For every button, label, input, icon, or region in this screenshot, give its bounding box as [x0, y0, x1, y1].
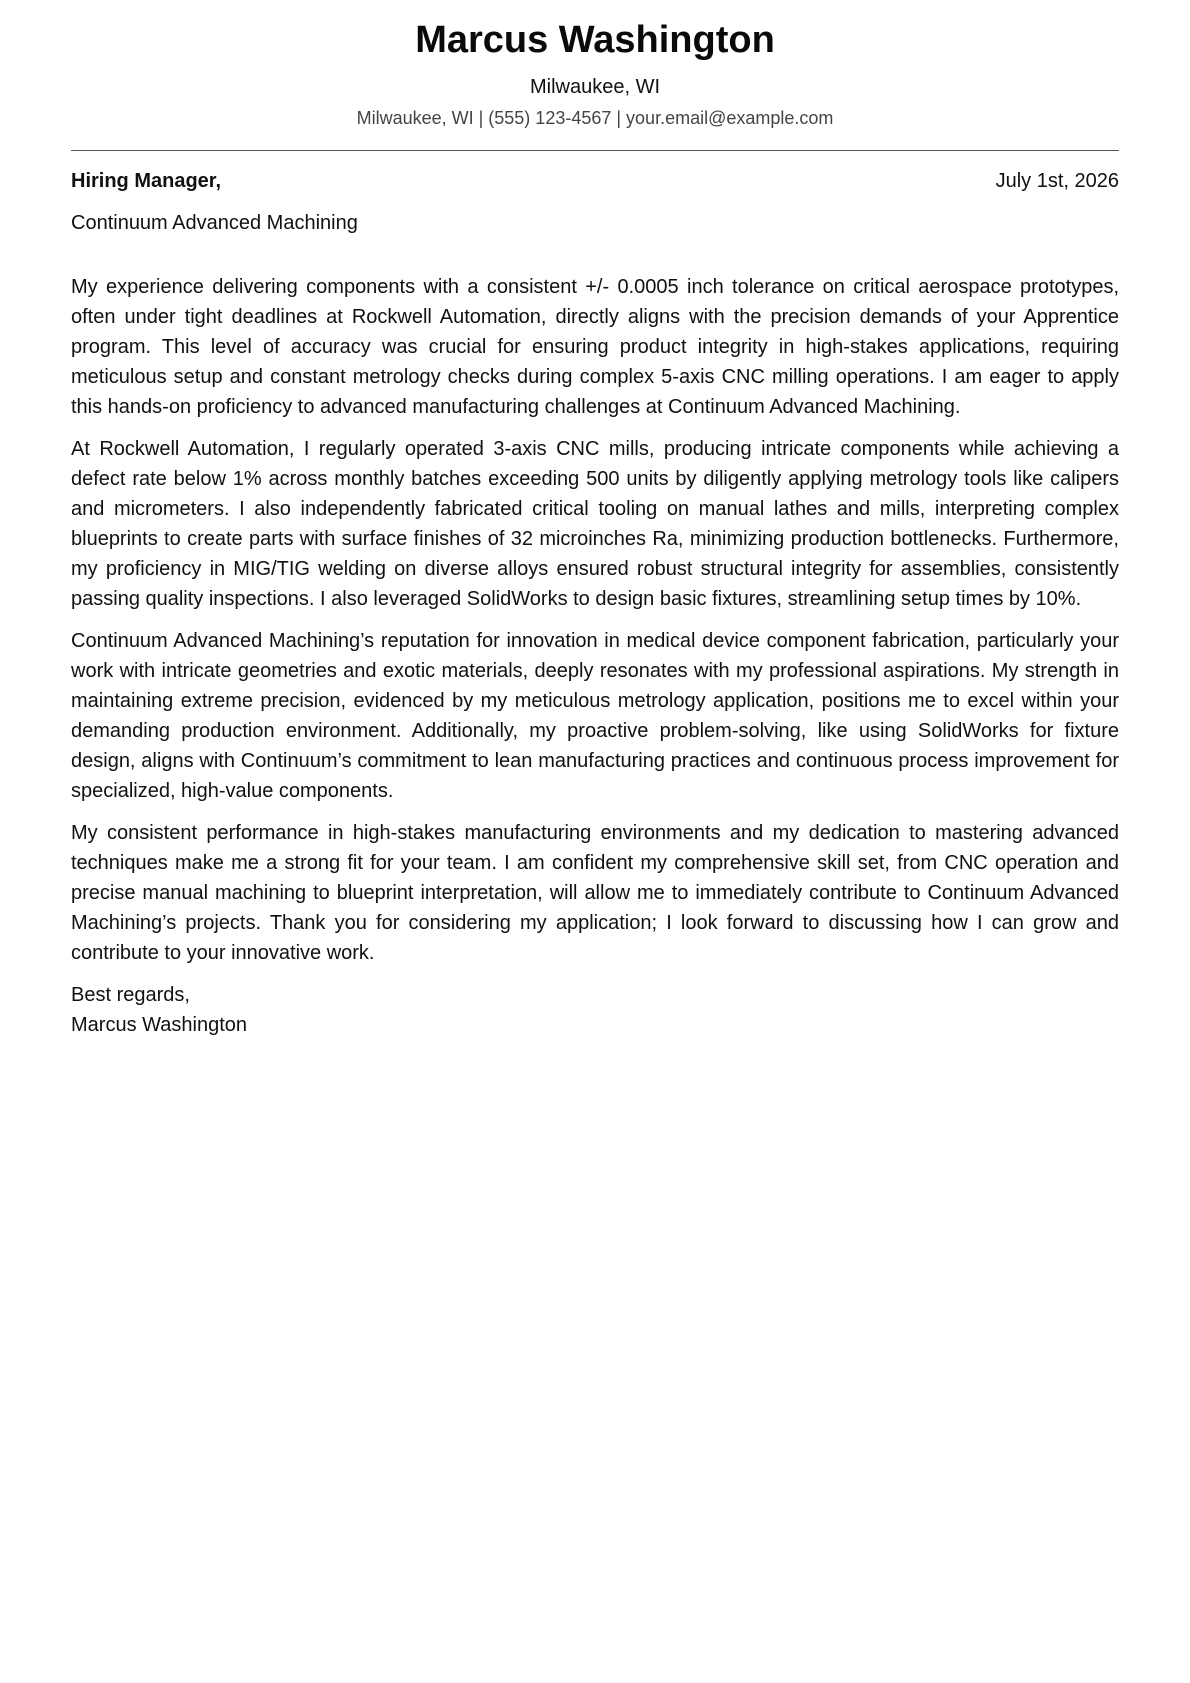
body-paragraph-4: My consistent performance in high-stakes manufacturing environments and my dedication to mastering advanced techniques make me a strong fit for your team. I am confident my comprehensive skill set, from CNC operation and precise manual machining to blueprint interpretation, will allow me to immediately contribute to Continuum Advanced Machining’s projects. Thank you for considering my application; I look forward to discussing how I can grow and contribute to your innovative work. — [71, 822, 1119, 964]
applicant-location: Milwaukee, WI — [529, 76, 661, 98]
recipient-salutation: Hiring Manager, — [71, 170, 222, 192]
letter-closing-block — [71, 980, 1119, 1040]
cover-letter-page — [71, 0, 1119, 1040]
recipient-company: Continuum Advanced Machining — [71, 212, 358, 234]
body-paragraph-3: Continuum Advanced Machining’s reputation for innovation in medical device component fabrication, particularly your work with intricate geometries and exotic materials, deeply resonates with my professional aspirations. My strength in maintaining extreme precision, evidenced by my meticulous metrology application, positions me to excel within your demanding production environment. Additionally, my proactive problem-solving, like using SolidWorks for fixture design, aligns with Continuum’s commitment to lean manufacturing practices and continuous process improvement for specialized, high-value components. — [71, 630, 1119, 802]
body-paragraph-1: My experience delivering components with a consistent +/- 0.0005 inch tolerance on critical aerospace prototypes, often under tight deadlines at Rockwell Automation, directly aligns with the precision demands of your Apprentice program. This level of accuracy was crucial for ensuring product integrity in high-stakes applications, requiring meticulous setup and constant metrology checks during complex 5-axis CNC milling operations. I am eager to apply this hands-on proficiency to advanced manufacturing challenges at Continuum Advanced Machining. — [71, 276, 1119, 418]
signature-name: Marcus Washington — [71, 1014, 247, 1036]
letter-header — [71, 0, 1119, 130]
applicant-contact-line: Milwaukee, WI | (555) 123-4567 | your.email@example.com — [356, 108, 834, 128]
letter-body — [71, 272, 1119, 968]
header-divider — [71, 150, 1119, 151]
recipient-date-row — [71, 168, 1119, 194]
closing-phrase: Best regards, — [71, 984, 190, 1006]
letter-date: July 1st, 2026 — [995, 170, 1119, 192]
applicant-name: Marcus Washington — [415, 19, 775, 61]
body-paragraph-2: At Rockwell Automation, I regularly operated 3-axis CNC mills, producing intricate components while achieving a defect rate below 1% across monthly batches exceeding 500 units by diligently applying metrology tools like calipers and micrometers. I also independently fabricated critical tooling on manual lathes and mills, interpreting complex blueprints to create parts with surface finishes of 32 microinches Ra, minimizing production bottlenecks. Furthermore, my proficiency in MIG/TIG welding on diverse alloys ensured robust structural integrity for assemblies, consistently passing quality inspections. I also leveraged SolidWorks to design basic fixtures, streamlining setup times by 10%. — [71, 438, 1119, 610]
